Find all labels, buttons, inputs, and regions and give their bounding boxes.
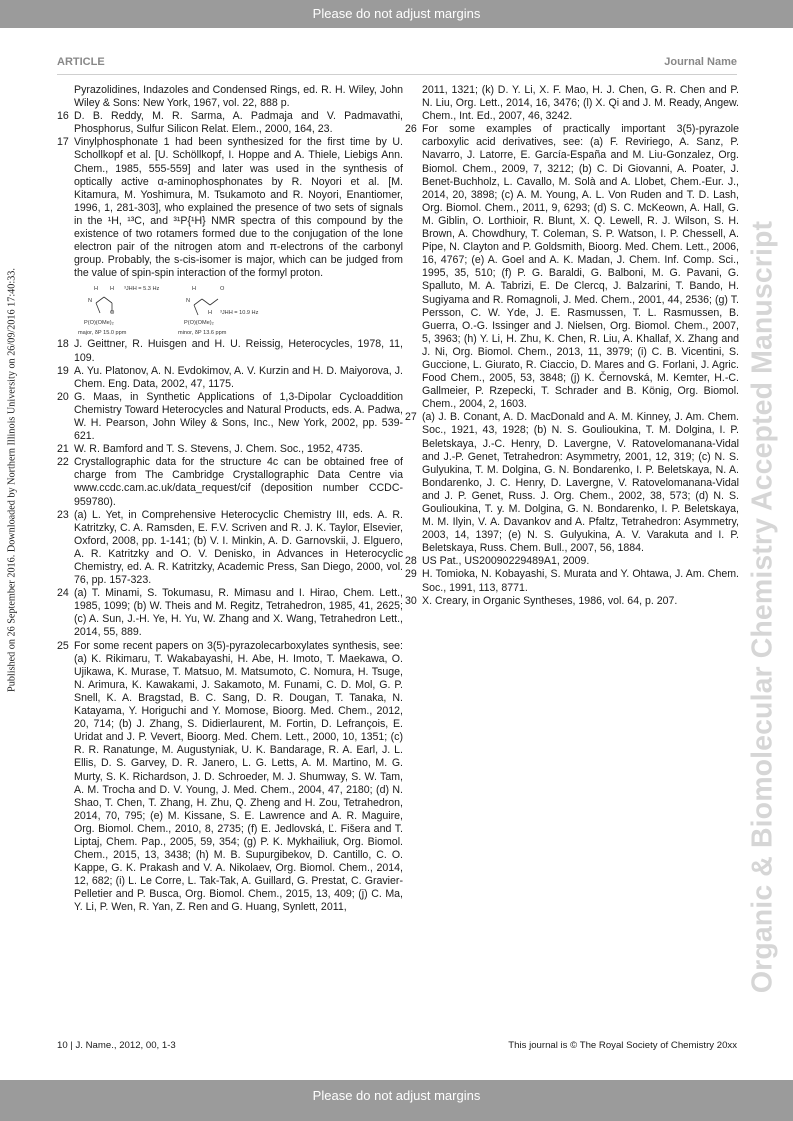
reference-number: 26	[405, 123, 417, 136]
reference-25-continued	[405, 84, 739, 123]
article-label: ARTICLE	[57, 56, 105, 68]
reference-number: 23	[57, 508, 69, 521]
reference-number: 16	[57, 110, 69, 123]
reference-text: For some examples of practically important 3(5)-pyrazole carboxylic acid derivatives, see: (a) F. Reviriego, A. Sanz, P. Navarro, J. Latorre, E. García-España and M. Liu-Gonzalez, Org. Biomol. Chem., 2009, 7, 3212; (b) C. Di Giovanni, A. Poater, J. Benet-Buchholz, L. Cavallo, M. Solà and A. Llobet, Chem.-Eur. J., 2014, 20, 3898; (c) A. M. Young, A. L. Von Ruden and T. D. Lash, Org. Biomol. Chem., 2011, 9, 6293; (d) S. C. McKeown, A. Hall, G. M. Giblin, O. Lorthioir, R. Blunt, X. Q. Lewell, R. J. Wilson, S. H. Brown, A. Chowdhury, T. Coleman, S. P. Watson, I. P. Chessell, A. Pipe, N. Clayton and P. Goldsmith, Bioorg. Med. Chem. Lett., 2006, 16, 4767; (e) A. Goel and A. K. Madan, J. Chem. Inf. Comp. Sci., 1995, 35, 510; (f) P. G. Baraldi, G. Balboni, M. G. Pavani, G. Spalluto, M. A. Tabrizi, E. De Clercq, J. Balzarini, T. Bando, H. Sugiyama and R. Romagnoli, J. Med. Chem., 2001, 44, 2536; (g) T. Persson, C. W. Yde, J. E. Rasmussen, T. L. Rasmussen, B. Guerra, O.-G. Issinger and J. Nielsen, Org. Biomol. Chem., 2007, 5, 3963; (h) Y. Li, H. Zhu, K. Chen, R. Liu, A. Khallaf, X. Zhang and J. Ni, Org. Biomol. Chem., 2013, 11, 3979; (i) C. B. Vicentini, S. Guccione, L. Giurato, R. Ciaccio, D. Mares and G. Forlani, J. Agric. Food Chem., 2005, 53, 3848; (j) K. Černovská, M. Kemter, H.-C. Gallmeier, P. Rzepecki, T. Schrader and B. König, Org. Biomol. Chem., 2004, 2, 1603.	[422, 123, 739, 411]
footer-citation: 10 | J. Name., 2012, 00, 1-3	[57, 1040, 176, 1051]
margin-banner-top: Please do not adjust margins	[0, 0, 793, 28]
reference-20	[57, 391, 403, 443]
journal-name: Journal Name	[664, 56, 737, 68]
reference-text: (a) L. Yet, in Comprehensive Heterocyclic Chemistry III, eds. A. R. Katritzky, C. A. Ramsden, E. F.V. Scriven and R. J. K. Taylor, Elsevier, Oxford, 2008, pp. 1-141; (b) V. I. Minkin, A. D. Garnovskii, J. Elguero, A. R. Katritzky and O. V. Denisko, in Advances in Heterocyclic Chemistry, ed. A. R. Katritzky, Academic Press, San Diego, 2000, vol. 76, pp. 157-323.	[74, 508, 403, 587]
reference-number: 28	[405, 555, 417, 568]
reference-number: 25	[57, 639, 69, 652]
reference-number: 29	[405, 568, 417, 581]
reference-27	[405, 411, 739, 555]
reference-text: (a) T. Minami, S. Tokumasu, R. Mimasu and I. Hirao, Chem. Lett., 1985, 1099; (b) W. Theis and M. Regitz, Tetrahedron, 1985, 41, 2625; (c) A. Sun, J.-H. Ye, H. Yu, W. Zhang and X. Wang, Tetrahedron Lett., 2014, 55, 889.	[74, 587, 403, 639]
reference-30	[405, 595, 739, 608]
atom-label-h: H	[208, 310, 213, 317]
atom-label-h: H	[94, 286, 99, 293]
reference-19	[57, 365, 403, 391]
reference-17	[57, 136, 403, 280]
coupling-minor: ³JHH = 10.9 Hz	[220, 310, 259, 317]
publication-note-text: Published on 26 September 2016. Downloaded by Northern Illinois University on 26/09/2016 17:40:33.	[6, 268, 18, 692]
reference-24	[57, 587, 403, 639]
reference-21	[57, 443, 403, 456]
reference-text: G. Maas, in Synthetic Applications of 1,3-Dipolar Cycloaddition Chemistry Toward Heterocycles and Natural Products, eds. A. Padwa, W. H. Pearson, John Wiley & Sons, Inc., New York, 2002, pp. 539-621.	[74, 390, 403, 443]
atom-label-h: H	[192, 286, 197, 293]
running-header	[57, 56, 737, 72]
atom-label-h: H	[110, 286, 115, 293]
major-rotamer-label: major, δP 15.0 ppm	[78, 330, 127, 337]
references-left-column	[57, 84, 403, 915]
reference-15-continued	[57, 84, 403, 110]
reference-number: 22	[57, 456, 69, 469]
reference-26	[405, 123, 739, 411]
reference-text: X. Creary, in Organic Syntheses, 1986, vol. 64, p. 207.	[422, 594, 678, 607]
reference-number: 18	[57, 338, 69, 351]
reference-number: 21	[57, 443, 69, 456]
reference-number: 27	[405, 411, 417, 424]
reference-text: A. Yu. Platonov, A. N. Evdokimov, A. V. Kurzin and H. D. Maiyorova, J. Chem. Eng. Data, 2002, 47, 1175.	[74, 364, 403, 390]
phosphonate-group: P(O)(OMe)₂	[184, 320, 214, 327]
reference-text: 2011, 1321; (k) D. Y. Li, X. F. Mao, H. J. Chen, G. R. Chen and P. N. Liu, Org. Lett., 2014, 16, 3476; (l) X. Qi and J. M. Ready, Angew. Chem., Int. Ed., 2007, 46, 3242.	[422, 84, 739, 123]
reference-29	[405, 568, 739, 594]
atom-label-n: N	[186, 298, 191, 305]
rotamer-scheme	[74, 283, 403, 335]
reference-number: 20	[57, 390, 69, 403]
reference-number: 24	[57, 587, 69, 600]
coupling-major: ³JHH = 5.3 Hz	[124, 286, 160, 293]
reference-28	[405, 555, 739, 568]
publication-note	[2, 270, 22, 690]
footer-copyright: This journal is © The Royal Society of Chemistry 20xx	[508, 1040, 737, 1051]
reference-text: J. Geittner, R. Huisgen and H. U. Reissig, Heterocycles, 1978, 11, 109.	[74, 338, 403, 364]
reference-text: For some recent papers on 3(5)-pyrazolecarboxylates synthesis, see: (a) K. Rikimaru, T. Wakabayashi, H. Abe, H. Imoto, T. Maekawa, O. Ujikawa, K. Murase, T. Matsuo, M. Matsumoto, C. Nomura, H. Tsuge, N. Arimura, K. Kawakami, J. Sakamoto, M. Funami, C. D. Mol, G. P. Snell, K. A. Bragstad, B. C. Sang, D. R. Dougan, T. Tanaka, N. Katayama, Y. Horiguchi and Y. Momose, Bioorg. Med. Chem., 2012, 20, 714; (b) J. Zhang, S. Didierlaurent, M. Fortin, D. Lefrançois, E. Uridat and J. P. Vevert, Bioorg. Med. Chem. Lett., 2000, 10, 1351; (c) R. R. Ranatunge, M. Augustyniak, U. K. Bandarage, R. A. Earl, J. L. Ellis, D. S. Garvey, D. R. Janero, L. G. Letts, A. M. Martino, M. G. Murty, S. K. Richardson, J. D. Schroeder, M. J. Shumway, S. W. Tam, A. M. Trocha and D. V. Young, J. Med. Chem., 2004, 47, 2180; (d) N. Shao, T. Chen, T. Zhang, H. Zhu, Q. Zheng and H. Zou, Tetrahedron, 2014, 70, 795; (e) M. Kissane, S. E. Lawrence and A. R. Maguire, Org. Biomol. Chem., 2010, 8, 2735; (f) E. Jedlovská, Ľ. Fišera and T. Liptaj, Chem. Pap., 2005, 59, 354; (g) P. K. Mykhailiuk, Org. Biomol. Chem., 2015, 13, 3438; (h) M. B. Supurgibekov, D. Cantillo, C. O. Kappe, G. K. Prakash and V. A. Nikolaev, Org. Biomol. Chem., 2014, 12, 682; (i) L. Le Corre, L. Tak-Tak, A. Guillard, G. Prestat, C. Gravier-Pelletier and P. Busca, Org. Biomol. Chem., 2015, 13, 409; (j) C. Ma, Y. Li, P. Wen, R. Yan, Z. Ren and G. Huang, Synlett, 2011,	[74, 639, 403, 914]
reference-text: H. Tomioka, N. Kobayashi, S. Murata and Y. Ohtawa, J. Am. Chem. Soc., 1991, 113, 8771.	[422, 568, 739, 594]
reference-text: Pyrazolidines, Indazoles and Condensed Rings, ed. R. H. Wiley, John Wiley & Sons: New York, 1967, vol. 22, 888 p.	[74, 84, 403, 110]
reference-number: 30	[405, 594, 417, 607]
reference-25	[57, 640, 403, 915]
header-rule	[57, 74, 737, 75]
reference-text: D. B. Reddy, M. R. Sarma, A. Padmaja and V. Padmavathi, Phosphorus, Sulfur Silicon Relat. Elem., 2000, 164, 23.	[74, 110, 403, 136]
reference-text: Vinylphosphonate 1 had been synthesized for the first time by U. Schollkopf et al. [U. Schöllkopf, I. Hoppe and A. Thiele, Liebigs Ann. Chem., 1985, 555-559] and later was used in the synthesis of optically active α-aminophosphonates by R. Noyori et al. [M. Kitamura, M. Yoshimura, M. Tsukamoto and R. Noyori, Enantiomer, 1996, 1, 281-303], who explained the presence of two sets of signals in the ¹H, ¹³C, and ³¹P{¹H} NMR spectra of this compound by the existence of two rotamers formed due to the conjugation of the lone electron pair of the nitrogen atom and π-electrons of the carbonyl group. Probably, the s-cis-isomer is major, which can be judged from the value of spin-spin interaction of the formyl proton.	[74, 136, 403, 280]
reference-22	[57, 456, 403, 508]
reference-number: 19	[57, 364, 69, 377]
reference-16	[57, 110, 403, 136]
margin-banner-bottom: Please do not adjust margins	[0, 1080, 793, 1121]
atom-label-n: N	[88, 298, 93, 305]
minor-rotamer-label: minor, δP 13.6 ppm	[178, 330, 227, 337]
references-right-column	[405, 84, 739, 608]
reference-text: W. R. Bamford and T. S. Stevens, J. Chem. Soc., 1952, 4735.	[74, 443, 363, 456]
reference-number: 17	[57, 136, 69, 149]
reference-text: US Pat., US20090229489A1, 2009.	[422, 555, 590, 568]
reference-23	[57, 509, 403, 588]
phosphonate-group: P(O)(OMe)₂	[84, 320, 114, 327]
atom-label-o: O	[220, 286, 225, 293]
page-footer	[57, 1040, 737, 1054]
reference-text: (a) J. B. Conant, A. D. MacDonald and A. M. Kinney, J. Am. Chem. Soc., 1921, 43, 1928; (b) N. S. Goulioukina, T. M. Dolgina, I. P. Beletskaya, J.-C. Henry, D. Lavergne, V. Ratovelomanana-Vidal and J.-P. Genet, Tetrahedron: Asymmetry, 2001, 12, 319; (c) N. S. Gulyukina, T. M. Dolgina, G. N. Bondarenko, I. P. Beletskaya, N. A. Bondarenko, J. C. Henry, D. Lavergne, V. Ratovelomanana-Vidal and J. P. Genet, Russ. J. Org. Chem., 2002, 38, 573; (d) N. S. Goulioukina, T. y. M. Dolgina, G. N. Bondarenko, I. P. Beletskaya, M. M. Ilyin, V. A. Davankov and A. Pfaltz, Tetrahedron: Asymmetry, 2003, 14, 1397; (e) N. S. Gulyukina, A. V. Varakuta and I. P. Beletskaya, Russ. Chem. Bull., 2007, 56, 1884.	[422, 411, 739, 555]
reference-text: Crystallographic data for the structure 4c can be obtained free of charge from The Cambridge Crystallographic Data Centre via www.ccdc.cam.ac.uk/data_request/cif (deposition number CCDC-959780).	[74, 456, 403, 508]
reference-18	[57, 338, 403, 364]
atom-label-o: O	[110, 310, 115, 317]
watermark-text: Organic & Biomolecular Chemistry Accepted Manuscript	[746, 220, 779, 994]
